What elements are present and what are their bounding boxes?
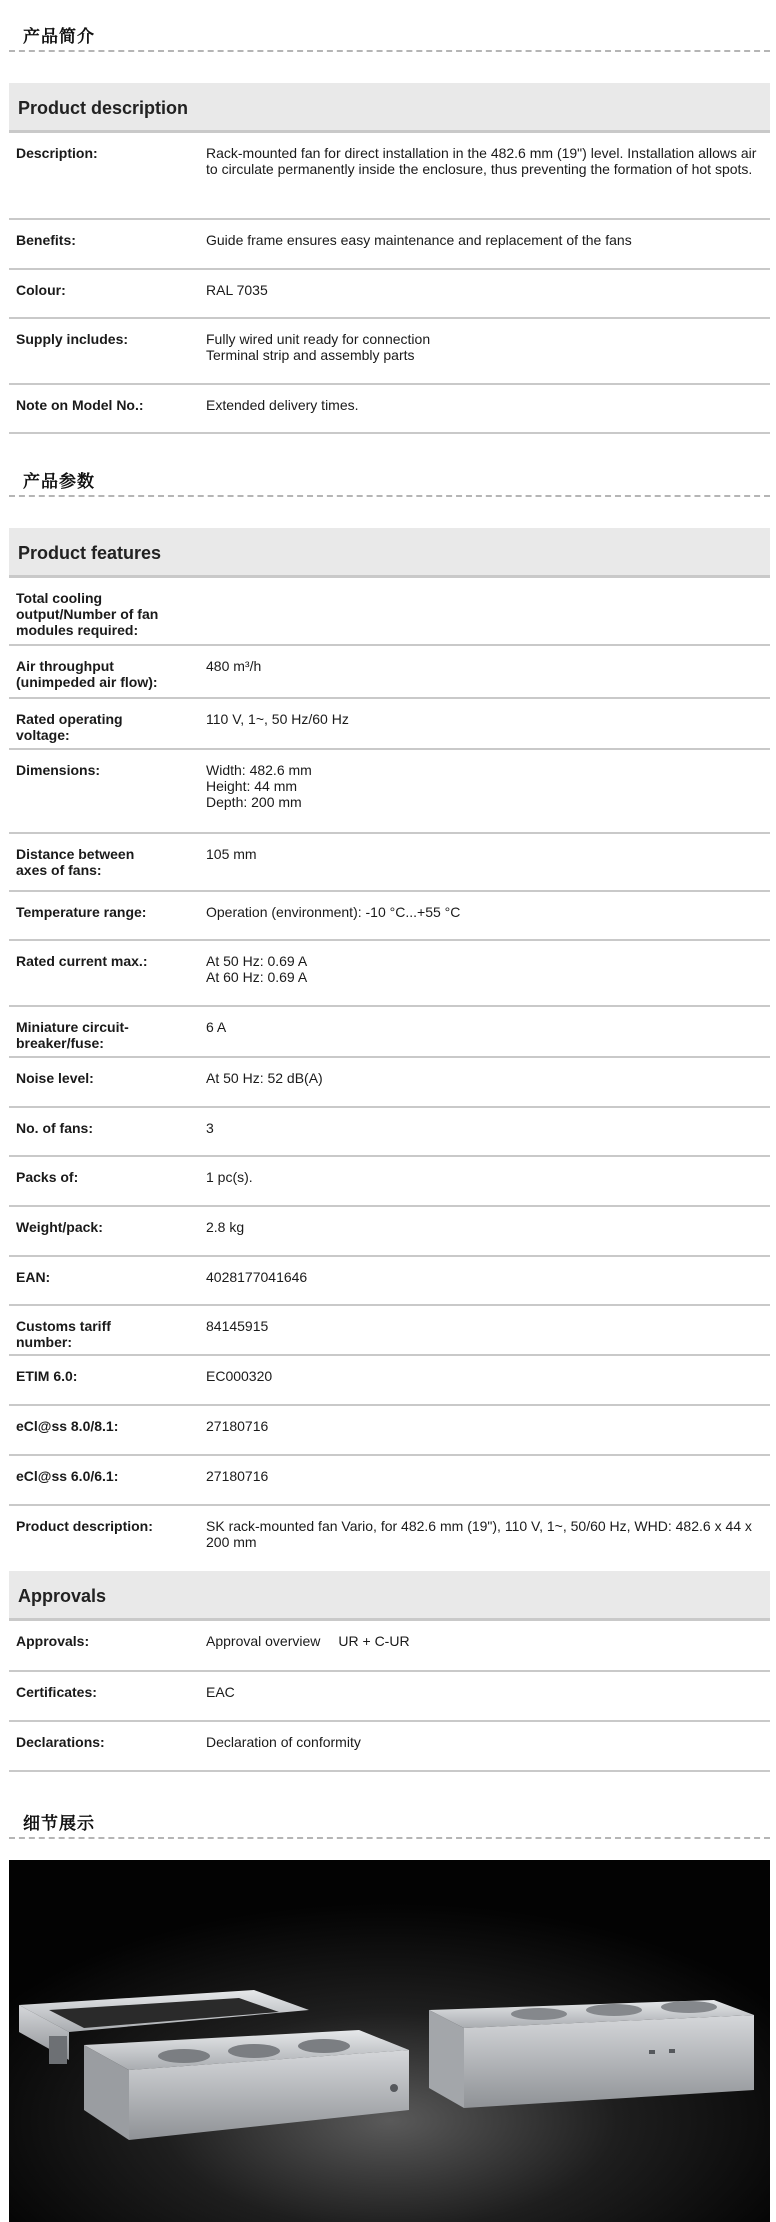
row-label: Rated operating voltage: bbox=[16, 711, 123, 743]
row-label: Product description: bbox=[16, 1518, 153, 1534]
row-value: Width: 482.6 mm Height: 44 mm Depth: 200 mm bbox=[206, 762, 312, 810]
row-no-of-fans bbox=[9, 1108, 770, 1157]
row-value: SK rack-mounted fan Vario, for 482.6 mm (19"), 110 V, 1~, 50/60 Hz, WHD: 482.6 x 44 x 200 mm bbox=[206, 1518, 752, 1550]
product-features-header bbox=[9, 528, 770, 578]
row-declarations bbox=[9, 1722, 770, 1772]
row-value: 6 A bbox=[206, 1019, 227, 1035]
row-supply-includes bbox=[9, 319, 770, 385]
row-label: Customs tariff number: bbox=[16, 1318, 111, 1350]
product-description-header bbox=[9, 83, 770, 133]
approval-overview-link[interactable]: Approval overview bbox=[206, 1633, 321, 1649]
row-label: Benefits: bbox=[16, 232, 76, 248]
row-customs-tariff bbox=[9, 1306, 770, 1356]
row-label: Declarations: bbox=[16, 1734, 105, 1750]
row-circuit-breaker bbox=[9, 1007, 770, 1058]
details-heading-text: 细节展示 bbox=[23, 1814, 95, 1833]
row-value: At 50 Hz: 52 dB(A) bbox=[206, 1070, 323, 1086]
row-label: Distance between axes of fans: bbox=[16, 846, 135, 878]
product-photo bbox=[9, 1860, 770, 2222]
product-description-title: Product description bbox=[18, 98, 189, 118]
row-label: Supply includes: bbox=[16, 331, 129, 347]
row-value: Rack-mounted fan for direct installation in the 482.6 mm (19") level. Installation allows air to circulate permanently inside the enclosure, thus preventing the formation of hot spots. bbox=[206, 145, 757, 177]
row-label: Air throughput (unimpeded air flow): bbox=[16, 658, 158, 690]
row-label: Note on Model No.: bbox=[16, 397, 144, 413]
row-value: 3 bbox=[206, 1120, 214, 1136]
row-value: Fully wired unit ready for connection Terminal strip and assembly parts bbox=[206, 331, 431, 363]
intro-heading-text: 产品简介 bbox=[23, 27, 95, 46]
row-label: Noise level: bbox=[16, 1070, 94, 1086]
row-label: Colour: bbox=[16, 282, 66, 298]
row-label: Weight/pack: bbox=[16, 1219, 103, 1235]
row-value: 27180716 bbox=[206, 1418, 269, 1434]
row-label: EAN: bbox=[16, 1269, 51, 1285]
params-heading bbox=[9, 445, 770, 497]
product-photo-illustration bbox=[9, 1860, 770, 2222]
product-features-title: Product features bbox=[18, 543, 162, 563]
row-label: eCl@ss 6.0/6.1: bbox=[16, 1468, 119, 1484]
params-heading-text: 产品参数 bbox=[23, 472, 95, 491]
row-label: Dimensions: bbox=[16, 762, 101, 778]
row-value: At 50 Hz: 0.69 A At 60 Hz: 0.69 A bbox=[206, 953, 308, 985]
row-label: Rated current max.: bbox=[16, 953, 148, 969]
row-description bbox=[9, 133, 770, 220]
row-eclass-8 bbox=[9, 1406, 770, 1456]
row-label: Temperature range: bbox=[16, 904, 147, 920]
row-value: 1 pc(s). bbox=[206, 1169, 253, 1185]
row-value bbox=[206, 1633, 766, 1649]
row-label: Certificates: bbox=[16, 1684, 97, 1700]
row-note-model bbox=[9, 385, 770, 434]
row-eclass-6 bbox=[9, 1456, 770, 1506]
row-benefits bbox=[9, 220, 770, 270]
row-label: Miniature circuit-breaker/fuse: bbox=[16, 1019, 129, 1051]
approvals-header bbox=[9, 1571, 770, 1621]
row-label: Total cooling output/Number of fan modules required: bbox=[16, 590, 159, 638]
row-noise-level bbox=[9, 1058, 770, 1108]
row-label: ETIM 6.0: bbox=[16, 1368, 78, 1384]
row-value: RAL 7035 bbox=[206, 282, 268, 298]
row-label: Approvals: bbox=[16, 1633, 90, 1649]
row-value: EC000320 bbox=[206, 1368, 273, 1384]
row-colour bbox=[9, 270, 770, 319]
approval-mark: UR + C-UR bbox=[338, 1633, 410, 1649]
row-label: Packs of: bbox=[16, 1169, 79, 1185]
row-value: Declaration of conformity bbox=[206, 1734, 361, 1750]
row-ean bbox=[9, 1257, 770, 1306]
rack-unit-right bbox=[429, 2000, 754, 2108]
row-value: 2.8 kg bbox=[206, 1219, 245, 1235]
row-approvals bbox=[9, 1621, 770, 1672]
row-product-description bbox=[9, 1506, 770, 1571]
row-rated-current bbox=[9, 941, 770, 1007]
row-dimensions bbox=[9, 750, 770, 834]
row-label: No. of fans: bbox=[16, 1120, 93, 1136]
row-label: Description: bbox=[16, 145, 98, 161]
row-label: eCl@ss 8.0/8.1: bbox=[16, 1418, 119, 1434]
approvals-title: Approvals bbox=[18, 1586, 107, 1606]
row-temperature bbox=[9, 892, 770, 941]
row-value: 110 V, 1~, 50 Hz/60 Hz bbox=[206, 711, 349, 727]
row-packs-of bbox=[9, 1157, 770, 1207]
row-value: Guide frame ensures easy maintenance and replacement of the fans bbox=[206, 232, 632, 248]
row-distance-fans bbox=[9, 834, 770, 892]
row-value: Operation (environment): -10 °C...+55 °C bbox=[206, 904, 461, 920]
row-air-throughput bbox=[9, 646, 770, 699]
row-value: 480 m³/h bbox=[206, 658, 262, 674]
row-weight-pack bbox=[9, 1207, 770, 1257]
intro-heading bbox=[9, 0, 770, 52]
row-value: Extended delivery times. bbox=[206, 397, 359, 413]
row-total-cooling bbox=[9, 578, 770, 646]
row-value: 84145915 bbox=[206, 1318, 269, 1334]
row-value: 105 mm bbox=[206, 846, 257, 862]
row-etim bbox=[9, 1356, 770, 1406]
row-value: 4028177041646 bbox=[206, 1269, 308, 1285]
row-certificates bbox=[9, 1672, 770, 1722]
row-value: EAC bbox=[206, 1684, 235, 1700]
details-heading bbox=[9, 1787, 770, 1839]
row-value: 27180716 bbox=[206, 1468, 269, 1484]
row-voltage bbox=[9, 699, 770, 750]
